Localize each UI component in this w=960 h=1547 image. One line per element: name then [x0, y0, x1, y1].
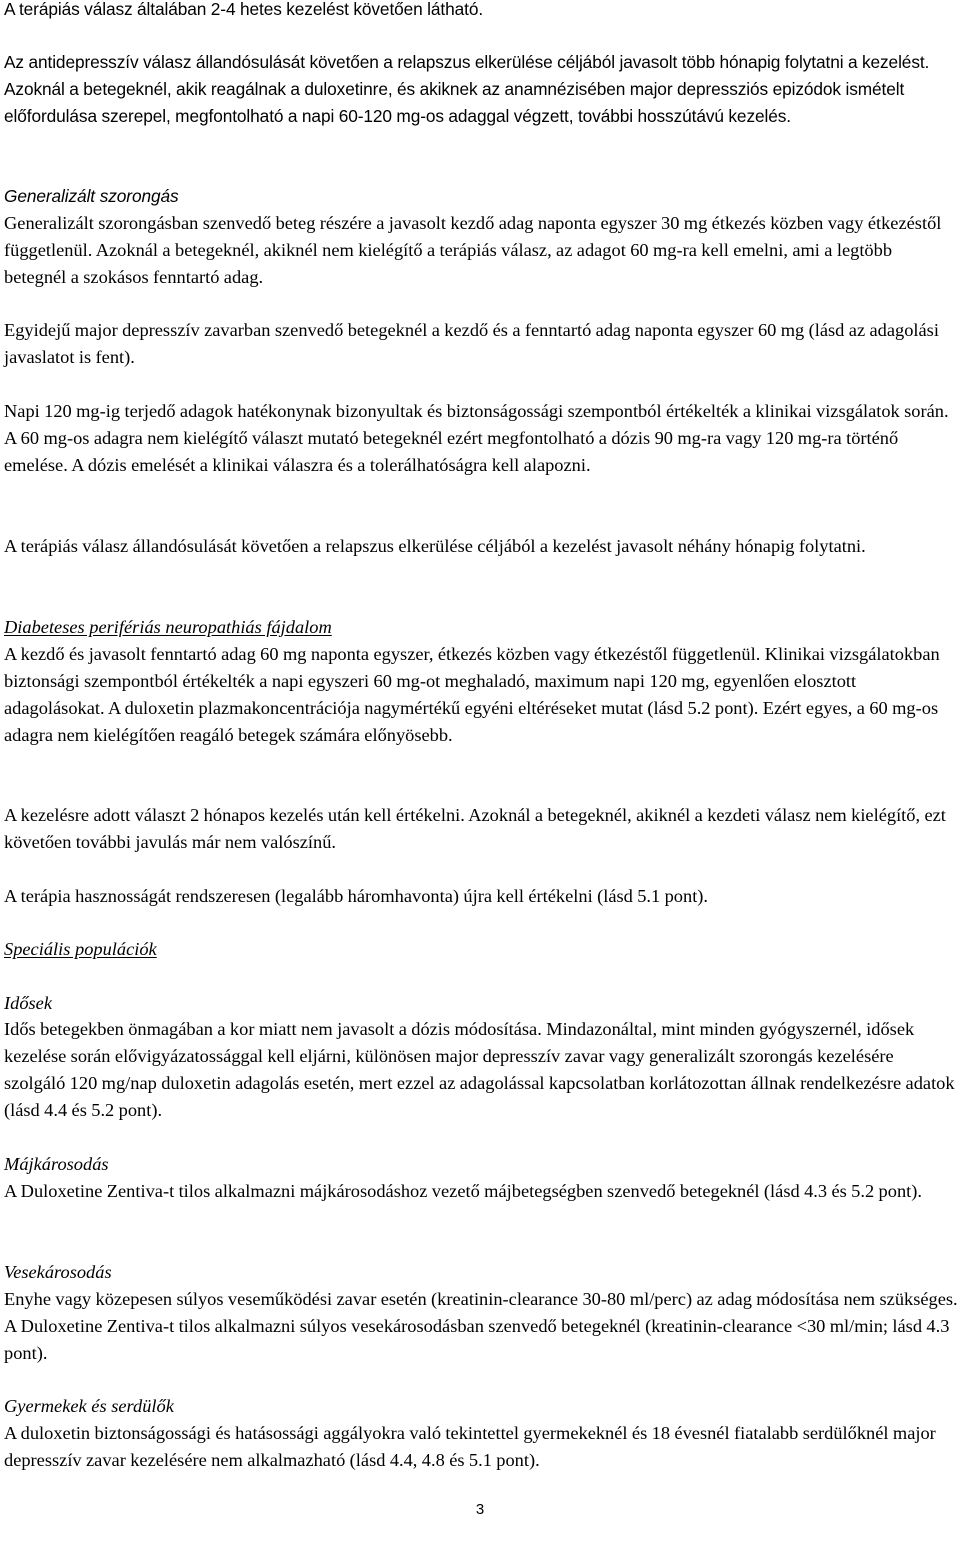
pediatric-paragraph: A duloxetin biztonságossági és hatásossági aggályokra való tekintettel gyermekeknél és 18 évesnél fiatalabb serdülőknél major depresszív zavar kezelésére nem alkalmazható (lásd 4.4, 4.8 és 5.1 pont). [4, 1423, 936, 1470]
intro-paragraph-maintenance [4, 49, 958, 130]
dnp-reassessment-paragraph: A terápia hasznosságát rendszeresen (legalább háromhavonta) újra kell értékelni (lásd 5.1 pont). [4, 886, 709, 906]
intro-maintenance-sentence: Az antidepresszív válasz állandósulását követően a relapszus elkerülése céljából javasolt több hónapig folytatni a kezelést. [4, 52, 930, 72]
section-heading-special-populations: Speciális populációk [4, 939, 157, 959]
subheading-renal-impairment: Vesekárosodás [4, 1262, 112, 1282]
intro-long-term-sentence: Azoknál a betegeknél, akik reagálnak a duloxetinre, és akiknek az anamnézisében major depressziós epizódok ismételt előfordulása szerepel, megfontolható a napi 60-120 mg-os adaggal végzett, további hosszútávú kezelés. [4, 79, 905, 126]
gad-dosing-paragraph: Generalizált szorongásban szenvedő beteg részére a javasolt kezdő adag naponta egyszer 30 mg étkezés közben vagy étkezéstől függetlenül. Azoknál a betegeknél, akiknél nem kielégítő a terápiás válasz, az adagot 60 mg-ra kell emelni, ami a legtöbb betegnél a szokásos fenntartó adag. [4, 213, 942, 287]
subheading-pediatric: Gyermekek és serdülők [4, 1396, 174, 1416]
subheading-elderly: Idősek [4, 993, 52, 1013]
dnp-dosing-paragraph: A kezdő és javasolt fenntartó adag 60 mg naponta egyszer, étkezés közben vagy étkezéstől függetlenül. Klinikai vizsgálatokban biztonsági szempontból értékelték a napi egyszeri 60 mg-ot meghaladó, maximum napi 120 mg, egyenlően elosztott adagolásokat. A duloxetin plazmakoncentrációja nagymértékű egyéni eltéréseket mutat (lásd 5.2 pont). Ezért egyes, a 60 mg-os adagra nem kielégítően reagáló betegek számára előnyösebb. [4, 644, 940, 745]
gad-comorbid-paragraph: Egyidejű major depresszív zavarban szenvedő betegeknél a kezdő és a fenntartó adag naponta egyszer 60 mg (lásd az adagolási javaslatot is fent). [4, 320, 939, 367]
section-heading-generalized-anxiety: Generalizált szorongás [4, 186, 179, 206]
elderly-paragraph: Idős betegekben önmagában a kor miatt nem javasolt a dózis módosítása. Mindazonáltal, mint minden gyógyszernél, idősek kezelése során elővigyázatossággal kell eljárni, különösen major depresszív zavar vagy generalizált szorongás kezelésére szolgáló 120 mg/nap duloxetin adagolás esetén, mert ezzel az adagolással kapcsolatban korlátozottan állnak rendelkezésre adatok (lásd 4.4 és 5.2 pont). [4, 1019, 955, 1120]
section-heading-diabetic-neuropathic-pain: Diabeteses perifériás neuropathiás fájdalom [4, 617, 332, 637]
subheading-hepatic-impairment: Májkárosodás [4, 1154, 109, 1174]
hepatic-paragraph: A Duloxetine Zentiva-t tilos alkalmazni májkárosodáshoz vezető májbetegségben szenvedő betegeknél (lásd 4.3 és 5.2 pont). [4, 1181, 922, 1201]
intro-paragraph-onset: A terápiás válasz általában 2-4 hetes kezelést követően látható. [4, 0, 484, 19]
gad-dose-escalation-paragraph: Napi 120 mg-ig terjedő adagok hatékonynak bizonyultak és biztonságossági szempontból értékelték a klinikai vizsgálatok során. A 60 mg-os adagra nem kielégítő választ mutató betegeknél ezért megfontolható a dózis 90 mg-ra vagy 120 mg-ra történő emelése. A dózis emelését a klinikai válaszra és a tolerálhatóságra kell alapozni. [4, 401, 949, 475]
dnp-evaluation-paragraph: A kezelésre adott választ 2 hónapos kezelés után kell értékelni. Azoknál a betegeknél, akiknél a kezdeti válasz nem kielégítő, ezt követően további javulás már nem valószínű. [4, 805, 946, 852]
page-number: 3 [475, 1501, 485, 1518]
gad-continuation-paragraph: A terápiás válasz állandósulását követően a relapszus elkerülése céljából a kezelést javasolt néhány hónapig folytatni. [4, 536, 866, 556]
renal-paragraph: Enyhe vagy közepesen súlyos veseműködési zavar esetén (kreatinin-clearance 30-80 ml/perc) az adag módosítása nem szükséges. A Duloxetine Zentiva-t tilos alkalmazni súlyos vesekárosodásban szenvedő betegeknél (kreatinin-clearance <30 ml/min; lásd 4.3 pont). [4, 1289, 958, 1363]
